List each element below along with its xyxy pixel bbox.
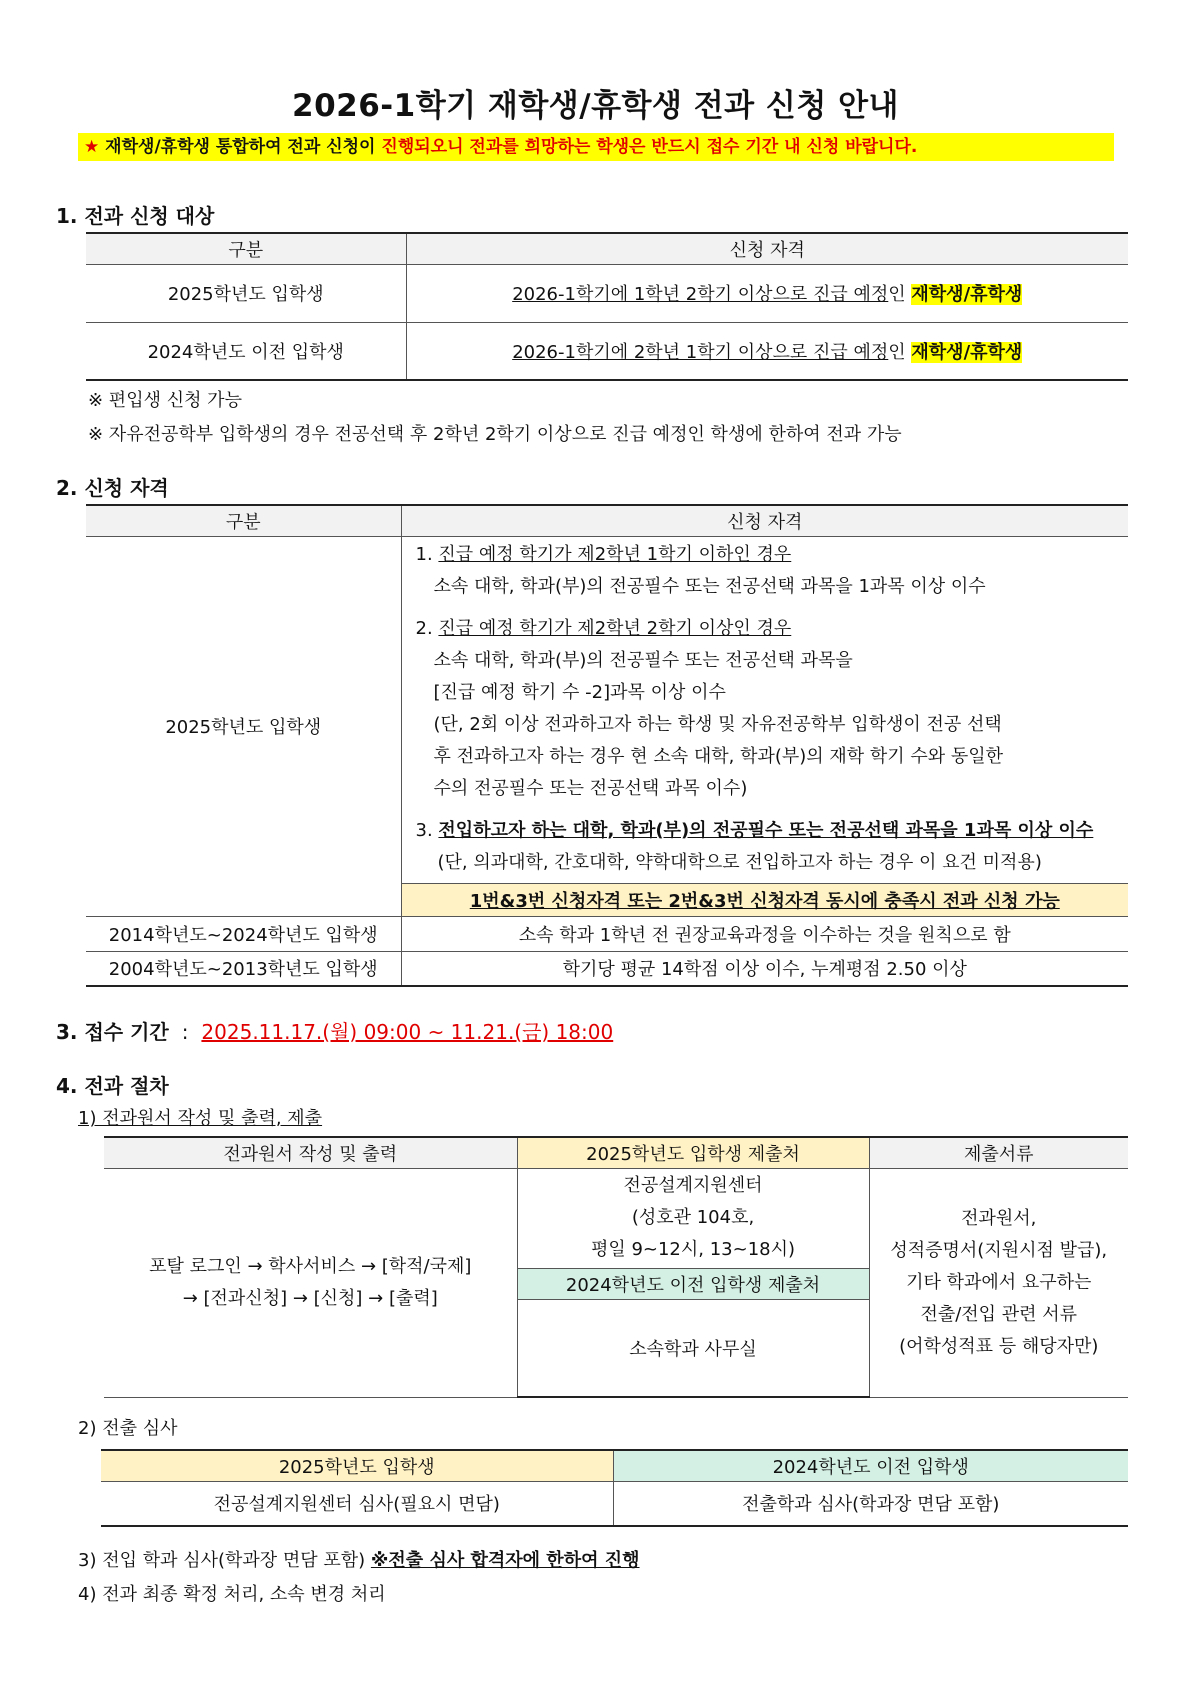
table-header-qualification: 신청 자격	[401, 505, 1128, 536]
table-header-qualification: 신청 자격	[406, 233, 1128, 264]
portal-steps: 포탈 로그인 → 학사서비스 → [학적/국제] → [전과신청] → [신청] → [출력]	[104, 1168, 517, 1397]
combined-qualification: 1번&3번 신청자격 또는 2번&3번 신청자격 동시에 충족시 전과 신청 가능	[401, 883, 1128, 916]
table-row	[86, 264, 1128, 322]
step-4-title: 4) 전과 최종 확정 처리, 소속 변경 처리	[78, 1584, 386, 1605]
submission-header-2024: 2024학년도 이전 입학생 제출처	[517, 1268, 869, 1299]
table-row	[86, 322, 1128, 380]
notice-text: 재학생/휴학생 통합하여 전과 신청이	[105, 137, 376, 157]
star-icon: ★	[84, 137, 100, 157]
section-2-heading: 2. 신청 자격	[56, 476, 169, 500]
item-3-title: 전입하고자 하는 대학, 학과(부)의 전공필수 또는 전공선택 과목을 1과목 이상 이수	[438, 819, 1094, 841]
table-row: 2014학년도~2024학년도 입학생 소속 학과 1학년 전 권장교육과정을 이수하는 것을 원칙으로 함	[86, 916, 1128, 951]
row-label: 2025학년도 입학생	[86, 264, 406, 322]
table-header-category: 구분	[86, 505, 401, 536]
required-documents: 전과원서, 성적증명서(지원시점 발급), 기타 학과에서 요구하는 전출/전입 관련 서류 (어학성적표 등 해당자만)	[869, 1168, 1128, 1397]
item-1-title: 진급 예정 학기가 제2학년 1학기 이하인 경우	[438, 543, 792, 565]
row-label: 2024학년도 이전 입학생	[86, 322, 406, 380]
application-period: 2025.11.17.(월) 09:00 ~ 11.21.(금) 18:00	[201, 1020, 614, 1044]
item-2-title: 진급 예정 학기가 제2학년 2학기 이상인 경우	[438, 617, 792, 639]
row-value: 2026-1학기에 2학년 1학기 이상으로 진급 예정인 재학생/휴학생	[406, 322, 1128, 380]
table-row: 2004학년도~2013학년도 입학생 학기당 평균 14학점 이상 이수, 누계평점 2.50 이상	[86, 951, 1128, 986]
step-2-title: 2) 전출 심사	[78, 1418, 178, 1439]
page-title: 2026-1학기 재학생/휴학생 전과 신청 안내	[292, 88, 899, 124]
transfer-review-table: 2025학년도 입학생 2024학년도 이전 입학생 전공설계지원센터 심사(필요시 면담) 전출학과 심사(학과장 면담 포함)	[101, 1449, 1128, 1527]
highlight-text: 재학생/휴학생	[911, 284, 1023, 305]
step-3-title: 3) 전입 학과 심사(학과장 면담 포함) ※전출 심사 합격자에 한하여 진행	[78, 1550, 640, 1571]
procedure-table: 전과원서 작성 및 출력 2025학년도 입학생 제출처 제출서류 포탈 로그인 → 학사서비스 → [학적/국제] → [전과신청] → [신청] → [출력] 전공설계지원센터 (성호관 104호, 평일 9~12시, 13~18시) 전과원서, 성적증명서(지원시점 발급), 기타 학과에서 요구하는 전출/전입 관련 서류 (어학성적표 등 해당자만) 2024학년도 이전 입학생 제출처 소속학과 사무실	[104, 1136, 1128, 1398]
section-3-heading: 3. 접수 기간 : 2025.11.17.(월) 09:00 ~ 11.21.(금) 18:00	[56, 1020, 614, 1044]
row-value: 2026-1학기에 1학년 2학기 이상으로 진급 예정인 재학생/휴학생	[406, 264, 1128, 322]
note-free-major: ※ 자유전공학부 입학생의 경우 전공선택 후 2학년 2학기 이상으로 진급 예정인 학생에 한하여 전과 가능	[88, 424, 902, 445]
highlight-text: 재학생/휴학생	[911, 341, 1023, 363]
notice-red-text: 진행되오니 전과를 희망하는 학생은 반드시 접수 기간 내 신청 바랍니다.	[381, 137, 918, 157]
notice-banner	[78, 133, 1114, 161]
eligibility-target-table	[86, 232, 1128, 381]
qualification-table	[86, 504, 1128, 987]
qualification-details: 1. 진급 예정 학기가 제2학년 1학기 이하인 경우 소속 대학, 학과(부)의 전공필수 또는 전공선택 과목을 1과목 이상 이수 2. 진급 예정 학기가 제2학년 2학기 이상인 경우 소속 대학, 학과(부)의 전공필수 또는 전공선택 과목을 [진급 예정 학기 수 -2]과목 이상 이수 (단, 2회 이상 전과하고자 하는 학생 및 자유전공학부 입학생이 전공 선택 후 전과하고자 하는 경우 현 소속 대학, 학과(부)의 재학 학기 수와 동일한 수의 전공필수 또는 전공선택 과목 이수) 3. 전입하고자 하는 대학, 학과(부)의 전공필수 또는 전공선택 과목을 1과목 이상 이수 (단, 의과대학, 간호대학, 약학대학으로 전입하고자 하는 경우 이 요건 미적용)	[401, 536, 1128, 883]
step-1-title: 1) 전과원서 작성 및 출력, 제출	[78, 1108, 323, 1129]
step-3-condition: ※전출 심사 합격자에 한하여 진행	[370, 1550, 640, 1571]
note-transfer-students: ※ 편입생 신청 가능	[88, 390, 242, 411]
section-4-heading: 4. 전과 절차	[56, 1074, 169, 1098]
row-label: 2025학년도 입학생	[86, 536, 401, 916]
submission-place-2024: 소속학과 사무실	[517, 1299, 869, 1397]
section-1-heading: 1. 전과 신청 대상	[56, 204, 215, 228]
table-header-category: 구분	[86, 233, 406, 264]
submission-place-2025: 전공설계지원센터 (성호관 104호, 평일 9~12시, 13~18시)	[517, 1168, 869, 1268]
